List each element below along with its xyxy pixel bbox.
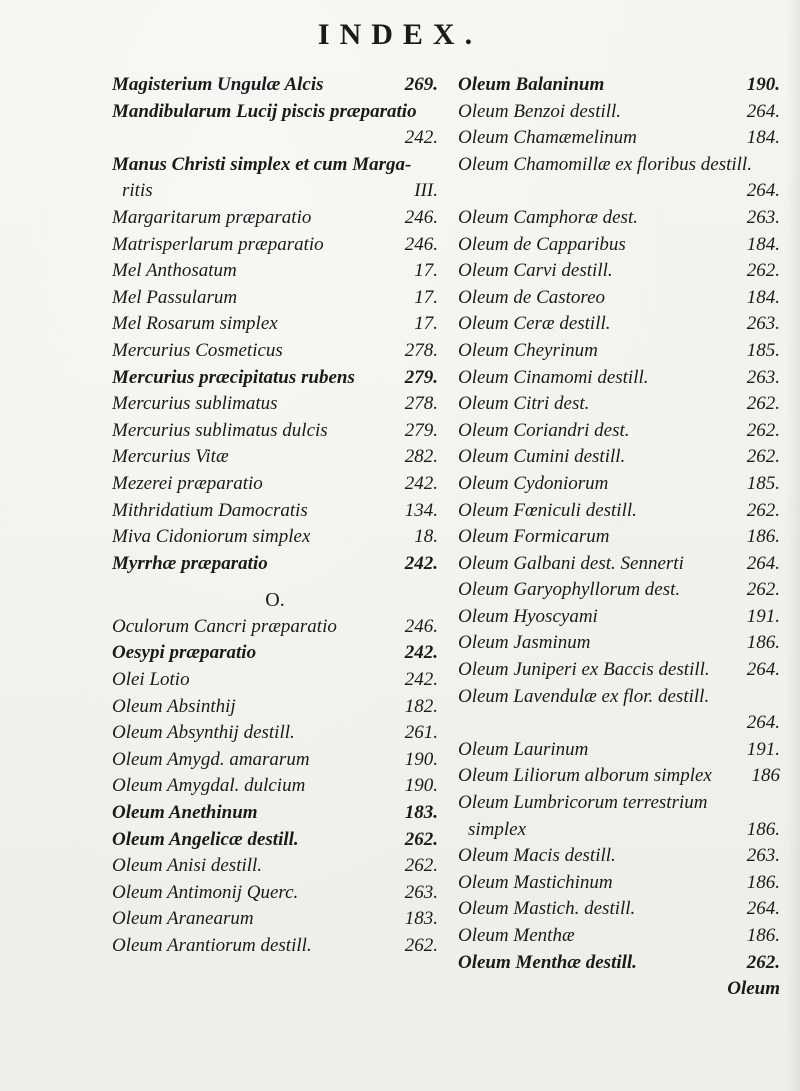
entry-title: Margaritarum præparatio (112, 206, 312, 228)
entry-title: Mel Rosarum simplex (112, 313, 278, 335)
entry-title: Oleum Chamæmelinum (458, 127, 637, 149)
section-letter-text: O. (265, 589, 285, 612)
entry-title: Oleum Absinthij (112, 695, 236, 717)
index-entry (458, 258, 780, 285)
catchword-text: Oleum (727, 978, 780, 1000)
index-entry (112, 524, 438, 551)
entry-page: 263. (746, 366, 780, 388)
entry-title: Oleum Galbani dest. Sennerti (458, 552, 684, 574)
entry-title: Oleum Angelicæ destill. (112, 828, 299, 850)
index-entry (112, 285, 438, 312)
index-entry (112, 773, 438, 800)
entry-title: Oesypi præparatio (112, 642, 257, 664)
index-entry (112, 99, 438, 126)
index-entry (458, 870, 780, 897)
index-entry (458, 763, 780, 790)
entry-title: Mithridatium Damocratis (112, 499, 308, 521)
entry-title: Oleum Absynthij destill. (112, 722, 295, 744)
index-entry (112, 205, 438, 232)
entry-title: Manus Christi simplex et cum Marga- (112, 153, 412, 175)
entry-page: 184. (746, 286, 780, 308)
entry-title: Mercurius præcipitatus rubens (112, 366, 355, 388)
index-entry (458, 72, 780, 99)
entry-page: 263. (746, 313, 780, 335)
entry-page: 263. (404, 881, 438, 903)
index-entry (112, 311, 438, 338)
entry-page: 185. (746, 472, 780, 494)
entry-page: 262. (404, 855, 438, 877)
entry-page: 186. (746, 925, 780, 946)
entry-title: Oleum de Capparibus (458, 233, 626, 255)
entry-title: Oleum Amygdal. dulcium (112, 775, 306, 797)
entry-page: 184. (746, 233, 780, 255)
entry-title: Oleum Macis destill. (458, 845, 616, 867)
entry-title: Oleum Liliorum alborum simplex (458, 765, 712, 787)
index-entry (112, 498, 438, 525)
entry-page: 183. (404, 802, 438, 824)
entry-title: Oleum Lavendulæ ex flor. destill. (458, 685, 710, 707)
entry-title: Oleum Amygd. amararum (112, 748, 310, 770)
index-entry (112, 640, 438, 667)
entry-title: Oleum Cheyrinum (458, 339, 598, 361)
entry-title: Mel Anthosatum (112, 260, 237, 282)
entry-page: 279. (404, 366, 438, 388)
entry-page: 186. (746, 526, 780, 548)
entry-page: 262. (746, 499, 780, 521)
entry-title: Oleum Anethinum (112, 802, 258, 824)
entry-title: Oleum Cinamomi destill. (458, 366, 649, 388)
entry-title: Oleum de Castoreo (458, 286, 606, 308)
entry-title: Mercurius sublimatus (112, 393, 278, 415)
entry-title: Oleum Carvi destill. (458, 260, 613, 282)
entry-title: ritis (122, 180, 153, 202)
entry-page: 263. (746, 206, 780, 228)
entry-title: Oleum Lumbricorum terrestrium (458, 792, 708, 814)
index-entry (112, 152, 438, 179)
entry-page: 279. (404, 419, 438, 441)
entry-page: 186. (746, 632, 780, 654)
entry-title: Oleum Jasminum (458, 632, 591, 654)
entry-title: Oleum Ceræ destill. (458, 313, 611, 335)
entry-page: 185. (746, 339, 780, 361)
index-entry (458, 524, 780, 551)
entry-title: Mercurius sublimatus dulcis (112, 419, 328, 441)
entry-title: Oleum Antimonij Querc. (112, 881, 299, 903)
index-entry (458, 418, 780, 445)
index-entry (458, 338, 780, 365)
index-entry (112, 933, 438, 960)
entry-page: 184. (746, 127, 780, 149)
index-entry (112, 694, 438, 721)
index-entry (458, 311, 780, 338)
entry-title: Oleum Mastichinum (458, 871, 613, 893)
entry-title: Oleum Arantiorum destill. (112, 935, 312, 956)
entry-title: Oculorum Cancri præparatio (112, 615, 337, 637)
entry-title: Oleum Aranearum (112, 908, 254, 930)
index-entry (458, 657, 780, 684)
index-entry (112, 880, 438, 907)
entry-title: Oleum Garyophyllorum dest. (458, 579, 681, 601)
entry-page: 269. (404, 74, 438, 95)
entry-title: Oleum Formicarum (458, 526, 610, 548)
index-entry (458, 152, 780, 179)
left-column (112, 72, 438, 960)
entry-page: 262. (404, 935, 438, 956)
entry-page: III. (414, 180, 438, 202)
entry-page: 264. (746, 552, 780, 574)
index-entry (458, 630, 780, 657)
entry-title: Oleum Citri dest. (458, 393, 590, 415)
index-entry (112, 551, 438, 578)
index-entry (458, 498, 780, 525)
section-letter (112, 587, 438, 614)
entry-title: Mezerei præparatio (112, 472, 263, 494)
entry-title: Olei Lotio (112, 669, 190, 691)
index-entry (458, 604, 780, 631)
entry-title: Mel Passularum (112, 286, 238, 308)
entry-page: 262. (746, 579, 780, 601)
entry-page: 242. (404, 472, 438, 494)
index-entry (458, 285, 780, 312)
entry-page: 17. (414, 286, 438, 308)
entry-page: 182. (404, 695, 438, 717)
entry-page: 246. (404, 206, 438, 228)
index-entry (458, 817, 780, 844)
index-entry (458, 710, 780, 737)
entry-page: 264. (746, 712, 780, 734)
index-entry (458, 444, 780, 471)
catchword (458, 976, 780, 1003)
entry-title: Oleum Chamomillæ ex floribus destill. (458, 153, 752, 175)
entry-title: Matrisperlarum præparatio (112, 233, 324, 255)
index-entry (458, 125, 780, 152)
entry-page: 190. (404, 775, 438, 797)
entry-page: 242. (404, 669, 438, 691)
index-entry (112, 258, 438, 285)
entry-title: Oleum Menthæ destill. (458, 951, 637, 973)
entry-title: Oleum Anisi destill. (112, 855, 263, 877)
entry-page: 262. (746, 951, 780, 973)
entry-page: 262. (746, 393, 780, 415)
entry-title: simplex (468, 818, 527, 840)
entry-title: Oleum Coriandri dest. (458, 419, 630, 441)
entry-page: 186 (751, 765, 780, 787)
entry-title: Oleum Cydoniorum (458, 472, 609, 494)
index-entry (112, 365, 438, 392)
entry-page: 263. (746, 845, 780, 867)
index-entry (458, 577, 780, 604)
entry-page: 262. (746, 446, 780, 468)
entry-page: 242. (404, 127, 438, 149)
right-column (458, 72, 780, 1003)
entry-page: 262. (404, 828, 438, 850)
page-edge-shadow (786, 0, 800, 1091)
index-entry (458, 923, 780, 950)
entry-page: 186. (746, 818, 780, 840)
index-entry (458, 232, 780, 259)
entry-page: 242. (404, 642, 438, 664)
index-entry (458, 365, 780, 392)
index-entry (458, 205, 780, 232)
index-entry (112, 614, 438, 641)
index-entry (458, 471, 780, 498)
entry-title: Oleum Menthæ (458, 925, 575, 946)
entry-page: 246. (404, 615, 438, 637)
entry-title: Mercurius Vitæ (112, 446, 229, 468)
entry-page: 264. (746, 180, 780, 202)
index-entry (112, 444, 438, 471)
index-entry (112, 800, 438, 827)
index-entry (112, 178, 438, 205)
index-entry (112, 125, 438, 152)
entry-page: 262. (746, 260, 780, 282)
entry-title: Oleum Fœniculi destill. (458, 499, 637, 521)
entry-title: Oleum Laurinum (458, 738, 589, 760)
index-entry (112, 667, 438, 694)
entry-page: 190. (404, 748, 438, 770)
entry-title: Oleum Camphoræ dest. (458, 206, 638, 228)
entry-page: 278. (404, 393, 438, 415)
index-entry (458, 178, 780, 205)
index-entry (458, 684, 780, 711)
index-entry (112, 338, 438, 365)
entry-page: 264. (746, 659, 780, 681)
entry-page: 264. (746, 898, 780, 920)
index-entry (458, 391, 780, 418)
entry-title: Mandibularum Lucij piscis præparatio (112, 100, 417, 122)
index-entry (112, 853, 438, 880)
entry-page: 190. (746, 74, 780, 95)
entry-page: 191. (746, 605, 780, 627)
index-entry (112, 232, 438, 259)
index-entry (458, 950, 780, 977)
index-entry (112, 471, 438, 498)
index-entry (112, 747, 438, 774)
entry-page: 282. (404, 446, 438, 468)
entry-title: Oleum Juniperi ex Baccis destill. (458, 659, 710, 681)
index-entry (458, 843, 780, 870)
entry-title: Oleum Benzoi destill. (458, 100, 622, 122)
index-entry (112, 391, 438, 418)
entry-title: Oleum Hyoscyami (458, 605, 598, 627)
index-entry (458, 551, 780, 578)
entry-page: 17. (414, 260, 438, 282)
index-entry (112, 720, 438, 747)
entry-page: 261. (404, 722, 438, 744)
section-spacer (112, 577, 438, 587)
entry-page: 264. (746, 100, 780, 122)
index-entry (458, 99, 780, 126)
page-header: INDEX. (317, 18, 483, 51)
entry-page: 18. (414, 526, 438, 548)
entry-title: Miva Cidoniorum simplex (112, 526, 311, 548)
entry-page: 17. (414, 313, 438, 335)
entry-title: Oleum Balaninum (458, 74, 605, 95)
entry-page: 191. (746, 738, 780, 760)
entry-page: 246. (404, 233, 438, 255)
entry-page: 134. (404, 499, 438, 521)
entry-page: 278. (404, 339, 438, 361)
index-entry (458, 737, 780, 764)
entry-page: 262. (746, 419, 780, 441)
entry-title: Myrrhæ præparatio (112, 552, 268, 574)
entry-title: Oleum Cumini destill. (458, 446, 626, 468)
entry-page: 242. (404, 552, 438, 574)
entry-title: Oleum Mastich. destill. (458, 898, 636, 920)
entry-title: Magisterium Ungulæ Alcis (112, 74, 324, 95)
index-entry (458, 790, 780, 817)
index-entry (112, 906, 438, 933)
index-entry (112, 827, 438, 854)
index-entry (458, 896, 780, 923)
entry-page: 186. (746, 871, 780, 893)
entry-page: 183. (404, 908, 438, 930)
entry-title: Mercurius Cosmeticus (112, 339, 283, 361)
index-entry (112, 72, 438, 99)
index-entry (112, 418, 438, 445)
